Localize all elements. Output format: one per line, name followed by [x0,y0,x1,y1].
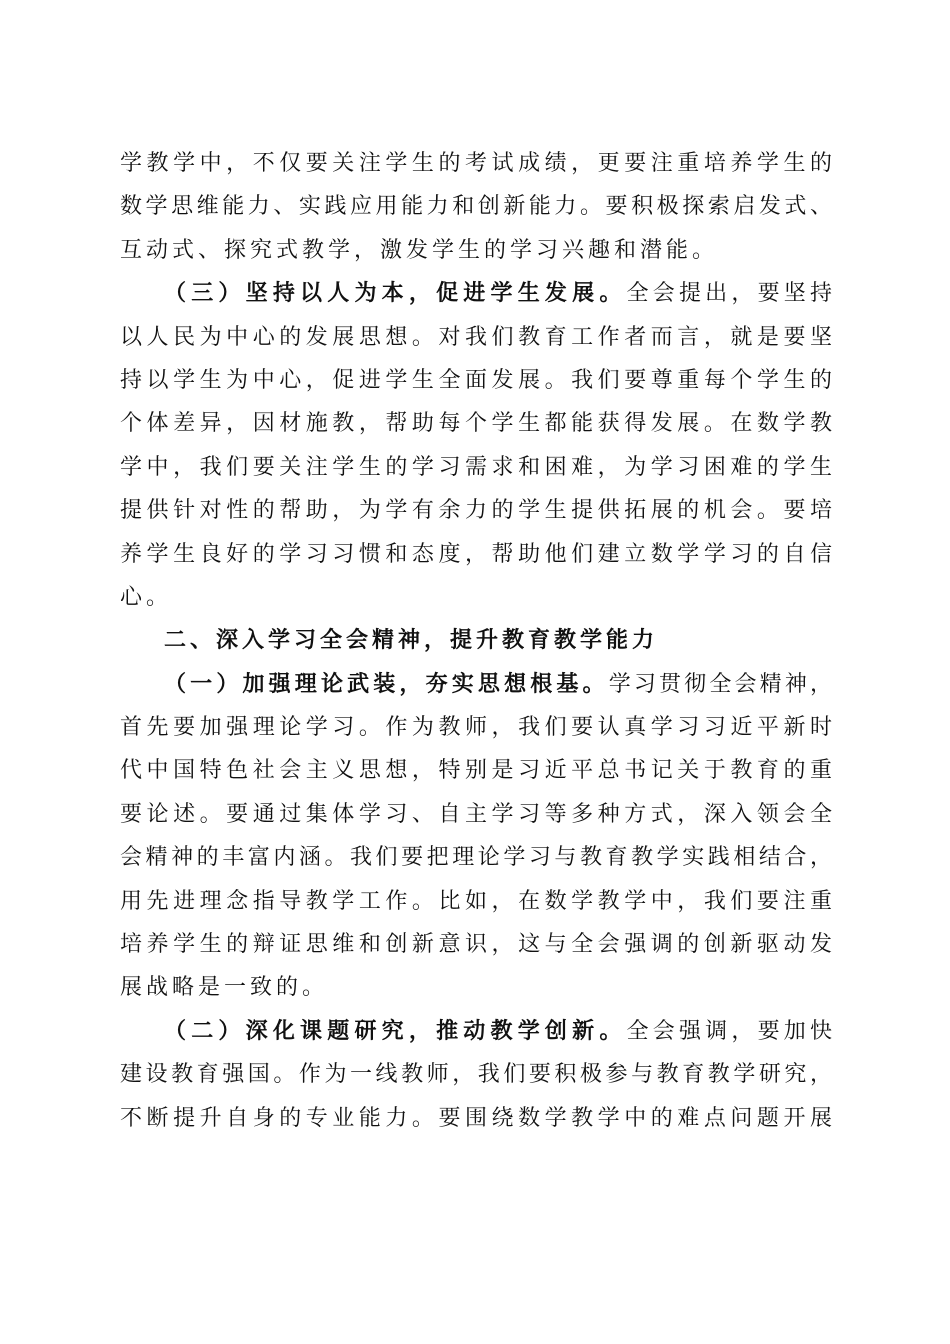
text-line: 心。 [120,584,173,610]
document-body [120,142,832,1140]
sub-heading-2: （二）深化课题研究，推动教学创新。 [164,1018,627,1044]
text-line: 建设教育强国。作为一线教师，我们要积极参与教育教学研究， [120,1062,832,1088]
text-line: 不断提升自身的专业能力。要围绕数学教学中的难点问题开展 [120,1105,832,1131]
paragraph-first-line [120,272,832,315]
text-line: 展战略是一致的。 [120,975,329,1001]
text-line: 数学思维能力、实践应用能力和创新能力。要积极探索启发式、 [120,194,832,220]
section-heading: 二、深入学习全会精神，提升教育教学能力 [164,628,659,654]
text-line: 要论述。要通过集体学习、自主学习等多种方式，深入领会全 [120,801,832,827]
text-line: 以人民为中心的发展思想。对我们教育工作者而言，就是要坚 [120,324,832,350]
text-span: 全会提出，要坚持 [626,281,832,307]
text-span: 全会强调，要加快 [626,1018,832,1044]
text-line: 会精神的丰富内涵。我们要把理论学习与教育教学实践相结合， [120,845,832,871]
text-line: 学中，我们要关注学生的学习需求和困难，为学习困难的学生 [120,454,832,480]
sub-heading-3: （三）坚持以人为本，促进学生发展。 [164,281,627,307]
text-line: 互动式、探究式教学，激发学生的学习兴趣和潜能。 [120,237,719,263]
paragraph-first-line [120,1010,832,1053]
paragraph-first-line [120,663,832,706]
sub-heading-1: （一）加强理论武装，夯实思想根基。 [164,671,609,697]
text-line: 学教学中，不仅要关注学生的考试成绩，更要注重培养学生的 [120,151,832,176]
text-line: 养学生良好的学习习惯和态度，帮助他们建立数学学习的自信 [120,541,832,567]
text-line: 首先要加强理论学习。作为教师，我们要认真学习习近平新时 [120,715,832,741]
text-line: 代中国特色社会主义思想，特别是习近平总书记关于教育的重 [120,758,832,784]
text-line: 提供针对性的帮助，为学有余力的学生提供拓展的机会。要培 [120,498,832,524]
text-line: 培养学生的辩证思维和创新意识，这与全会强调的创新驱动发 [120,932,832,958]
text-line: 个体差异，因材施教，帮助每个学生都能获得发展。在数学教 [120,411,832,437]
text-span: 学习贯彻全会精神， [608,671,832,697]
text-line: 持以学生为中心，促进学生全面发展。我们要尊重每个学生的 [120,367,832,393]
text-line: 用先进理念指导教学工作。比如，在数学教学中，我们要注重 [120,888,832,914]
